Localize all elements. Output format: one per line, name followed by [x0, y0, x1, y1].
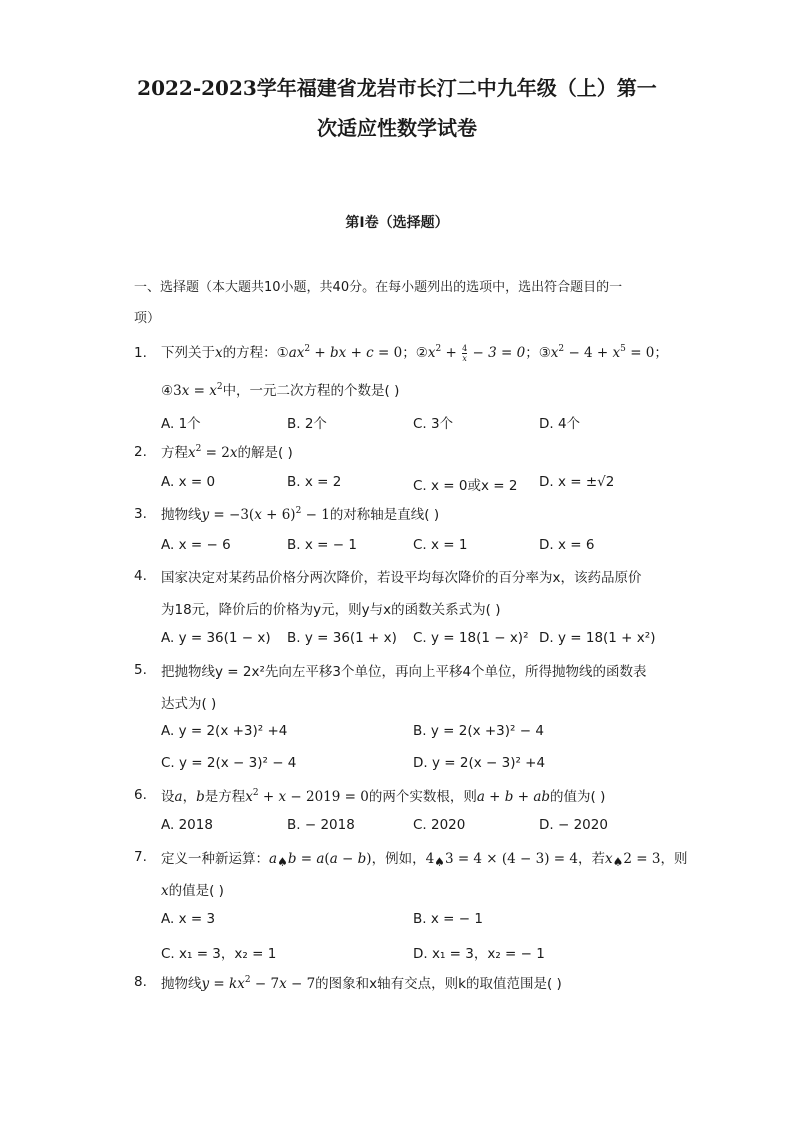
option-a[interactable]: A. 2018 — [161, 817, 213, 833]
spade-icon: ♠ — [277, 855, 288, 869]
option-d[interactable]: D. y = 2(x − 3)² +4 — [413, 755, 546, 771]
question-stem-cont: ④3x = $x^2$中，一元二次方程的个数是( ) — [161, 382, 400, 399]
question-number: 7. — [134, 849, 147, 865]
question-stem-end: 中，一元二次方程的个数是( ) — [222, 383, 400, 399]
option-b[interactable]: B. x = − 1 — [287, 537, 357, 553]
option-d[interactable]: D. y = 18(1 + x²) — [539, 630, 656, 646]
option-c[interactable]: C. x = 1 — [413, 537, 468, 553]
part-instruction: 一、选择题（本大题共10小题，共40分。在每小题列出的选项中，选出符合题目的一 — [134, 280, 623, 295]
option-c[interactable]: C. x = 0或x = 2 — [413, 478, 518, 494]
question-stem: 抛物线$y = kx^2 - 7x - 7$的图象和x轴有交点，则k的取值范围是( ) — [161, 975, 562, 992]
option-d[interactable]: D. x = 6 — [539, 537, 595, 553]
section-heading: 第I卷（选择题） — [345, 215, 449, 231]
question-number: 4. — [134, 568, 147, 584]
question-stem: 设a，b是方程$x^2 + x - 2019 = 0$的两个实数根，则a + b + ab的值为( ) — [161, 788, 606, 805]
option-a[interactable]: A. 1个 — [161, 416, 201, 432]
option-b[interactable]: B. y = 36(1 + x) — [287, 630, 397, 646]
spade-icon: ♠ — [612, 855, 624, 869]
question-stem-end: 的值为( ) — [550, 789, 606, 805]
option-d[interactable]: D. x = ±√2 — [539, 474, 615, 490]
option-d[interactable]: D. − 2020 — [539, 817, 608, 833]
option-b[interactable]: B. 2个 — [287, 416, 327, 432]
question-stem-end: 的解是( ) — [237, 445, 293, 461]
question-stem: 国家决定对某药品价格分两次降价，若设平均每次降价的百分率为x，该药品原价 — [161, 570, 642, 586]
question-stem-end: 的图象和x轴有交点，则k的取值范围是( ) — [315, 976, 562, 992]
option-a[interactable]: A. x = 3 — [161, 911, 216, 927]
question-stem-cont: 为18元，降价后的价格为y元，则y与x的函数关系式为( ) — [161, 602, 501, 618]
option-c[interactable]: C. y = 18(1 − x)² — [413, 630, 529, 646]
paper-title-line-1: 2022-2023学年福建省龙岩市长汀二中九年级（上）第一 — [137, 76, 657, 100]
option-d[interactable]: D. 4个 — [539, 416, 581, 432]
question-number: 1. — [134, 345, 147, 361]
spade-icon: ♠ — [434, 855, 445, 869]
question-stem-end: 的对称轴是直线( ) — [329, 507, 440, 523]
question-number: 5. — [134, 662, 147, 678]
question-number: 2. — [134, 444, 147, 460]
option-c[interactable]: C. x₁ = 3，x₂ = 1 — [161, 946, 277, 962]
part-instruction-cont: 项） — [134, 311, 161, 326]
option-a[interactable]: A. y = 2(x +3)² +4 — [161, 723, 288, 739]
question-stem: 下列关于x的方程：$①ax^2$ + bx + c = 0；$②x^2$ + $\frac{4}{x}$ − 3 = 0；$③x^2 - 4 + x^5 = 0$； — [161, 344, 668, 363]
option-a[interactable]: A. x = 0 — [161, 474, 216, 490]
paper-title-line-2: 次适应性数学试卷 — [317, 116, 477, 140]
option-a[interactable]: A. y = 36(1 − x) — [161, 630, 271, 646]
question-stem-cont: 达式为( ) — [161, 696, 217, 712]
option-c[interactable]: C. 3个 — [413, 416, 454, 432]
question-stem: 抛物线$y = -3(x + 6)^2 - 1$的对称轴是直线( ) — [161, 506, 440, 523]
option-d[interactable]: D. x₁ = 3，x₂ = − 1 — [413, 946, 545, 962]
option-c[interactable]: C. y = 2(x − 3)² − 4 — [161, 755, 297, 771]
option-a[interactable]: A. x = − 6 — [161, 537, 231, 553]
question-stem-end: 的值是( ) — [168, 883, 224, 899]
question-stem-cont: x的值是( ) — [161, 883, 224, 899]
option-b[interactable]: B. x = 2 — [287, 474, 342, 490]
question-number: 3. — [134, 506, 147, 522]
option-b[interactable]: B. − 2018 — [287, 817, 355, 833]
question-number: 8. — [134, 974, 147, 990]
question-stem: 定义一种新运算：a♠b = a(a − b)，例如，4♠3 = 4 × (4 − 3) = 4，若x♠2 = 3，则 — [161, 851, 688, 869]
option-c[interactable]: C. 2020 — [413, 817, 466, 833]
option-b[interactable]: B. y = 2(x +3)² − 4 — [413, 723, 544, 739]
question-number: 6. — [134, 787, 147, 803]
question-stem: 把抛物线y = 2x²先向左平移3个单位，再向上平移4个单位，所得抛物线的函数表 — [161, 664, 647, 680]
question-stem: 方程$x^2 = 2x$的解是( ) — [161, 444, 293, 461]
option-b[interactable]: B. x = − 1 — [413, 911, 483, 927]
